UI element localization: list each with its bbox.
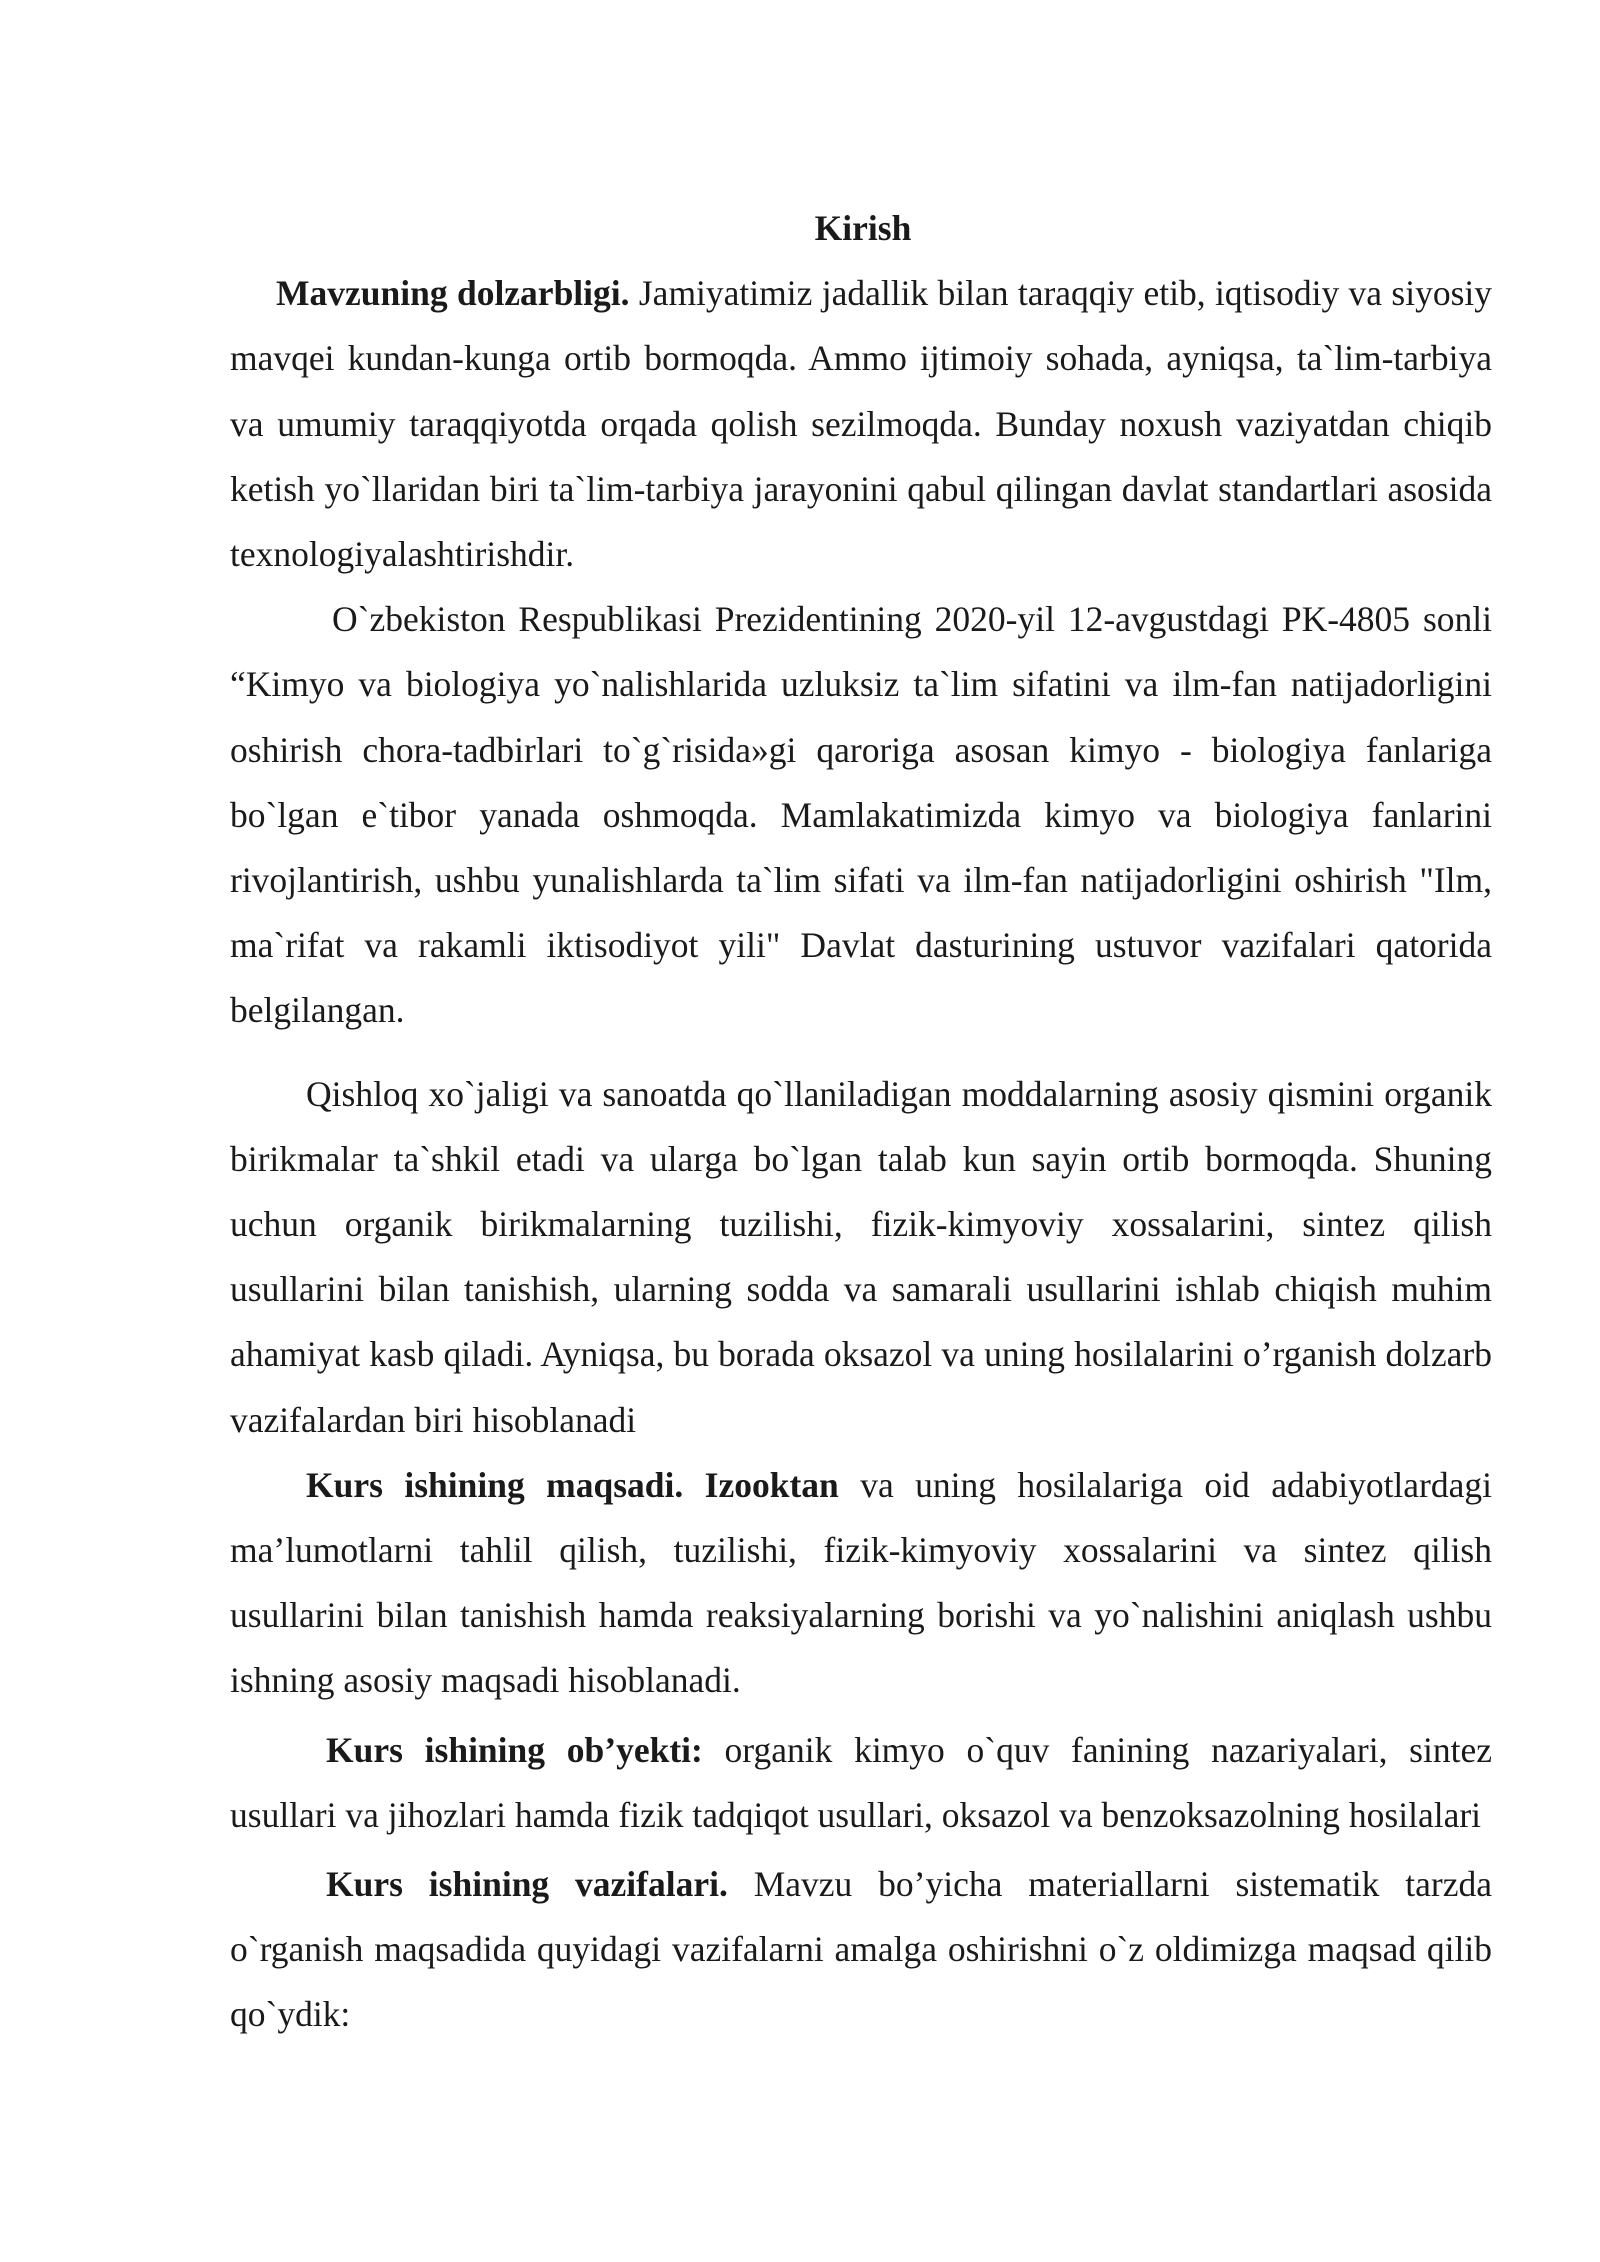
paragraph-text: Mavzu bo’yicha materiallarni sistematik tarzda o`rganish maqsadida quyidagi vazifalarni amalga oshirishni o`z oldimizga maqsad qilib qo`ydik: <box>230 1864 1492 2035</box>
paragraph-text: Jamiyatimiz jadallik bilan taraqqiy etib, iqtisodiy va siyosiy mavqei kundan-kunga ortib bormoqda. Ammo ijtimoiy sohada, ayniqsa, ta`lim-tarbiya va umumiy taraqqiyotda orqada qolish sezilmoqda. Bunday noxush vaziyatdan chiqib ketish yo`llaridan biri ta`lim-tarbiya jarayonini qabul qilingan davlat standartlari asosida texnologiyalashtirishdir. <box>230 273 1492 575</box>
paragraph-object <box>230 1718 1492 1848</box>
document-body <box>230 196 1492 2048</box>
paragraph-text: va uning hosilalariga oid adabiyotlardagi ma’lumotlarni tahlil qilish, tuzilishi, fizik-kimyoviy xossalarini va sintez qilish usullarini bilan tanishish hamda reaksiyalarning borishi va yo`nalishini aniqlash ushbu ishning asosiy maqsadi hisoblanadi. <box>230 1464 1492 1701</box>
document-title: Kirish <box>814 208 912 248</box>
paragraph-lead: Mavzuning dolzarbligi. <box>276 273 630 314</box>
paragraph-decree <box>230 587 1492 1043</box>
paragraph-lead: Kurs ishining maqsadi. Izooktan <box>306 1464 839 1505</box>
paragraph-lead: Kurs ishining vazifalari. <box>326 1864 728 1905</box>
paragraph-text: O`zbekiston Respublikasi Prezidentining 2020-yil 12-avgustdagi PK-4805 sonli “Kimyo va biologiya yo`nalishlarida uzluksiz ta`lim sifatini va ilm-fan natijadorligini oshirish chora-tadbirlari to`g`risida»gi qaroriga asosan kimyo - biologiya fanlariga bo`lgan e`tibor yanada oshmoqda. Mamlakatimizda kimyo va biologiya fanlarini rivojlantirish, ushbu yunalishlarda ta`lim sifati va ilm-fan natijadorligini oshirish "Ilm, ma`rifat va rakamli iktisodiyot yili" Davlat dasturining ustuvor vazifalari qatorida belgilangan. <box>230 599 1492 1031</box>
paragraph-tasks <box>230 1852 1492 2048</box>
paragraph-lead: Kurs ishining ob’yekti: <box>326 1729 703 1770</box>
paragraph-relevance <box>230 261 1492 587</box>
paragraph-goal <box>230 1453 1492 1714</box>
paragraph-text: organik kimyo o`quv fanining nazariyalari, sintez usullari va jihozlari hamda fizik tadqiqot usullari, oksazol va benzoksazolning hosilalari <box>230 1729 1492 1835</box>
paragraph-text: Qishloq xo`jaligi va sanoatda qo`llaniladigan moddalarning asosiy qismini organik birikmalar ta`shkil etadi va ularga bo`lgan talab kun sayin ortib bormoqda. Shuning uchun organik birikmalarning tuzilishi, fizik-kimyoviy xossalarini, sintez qilish usullarini bilan tanishish, ularning sodda va samarali usullarini ishlab chiqish muhim ahamiyat kasb qiladi. Ayniqsa, bu borada oksazol va uning hosilalarini o’rganish dolzarb vazifalardan biri hisoblanadi <box>230 1073 1492 1440</box>
paragraph-agriculture <box>230 1062 1492 1453</box>
